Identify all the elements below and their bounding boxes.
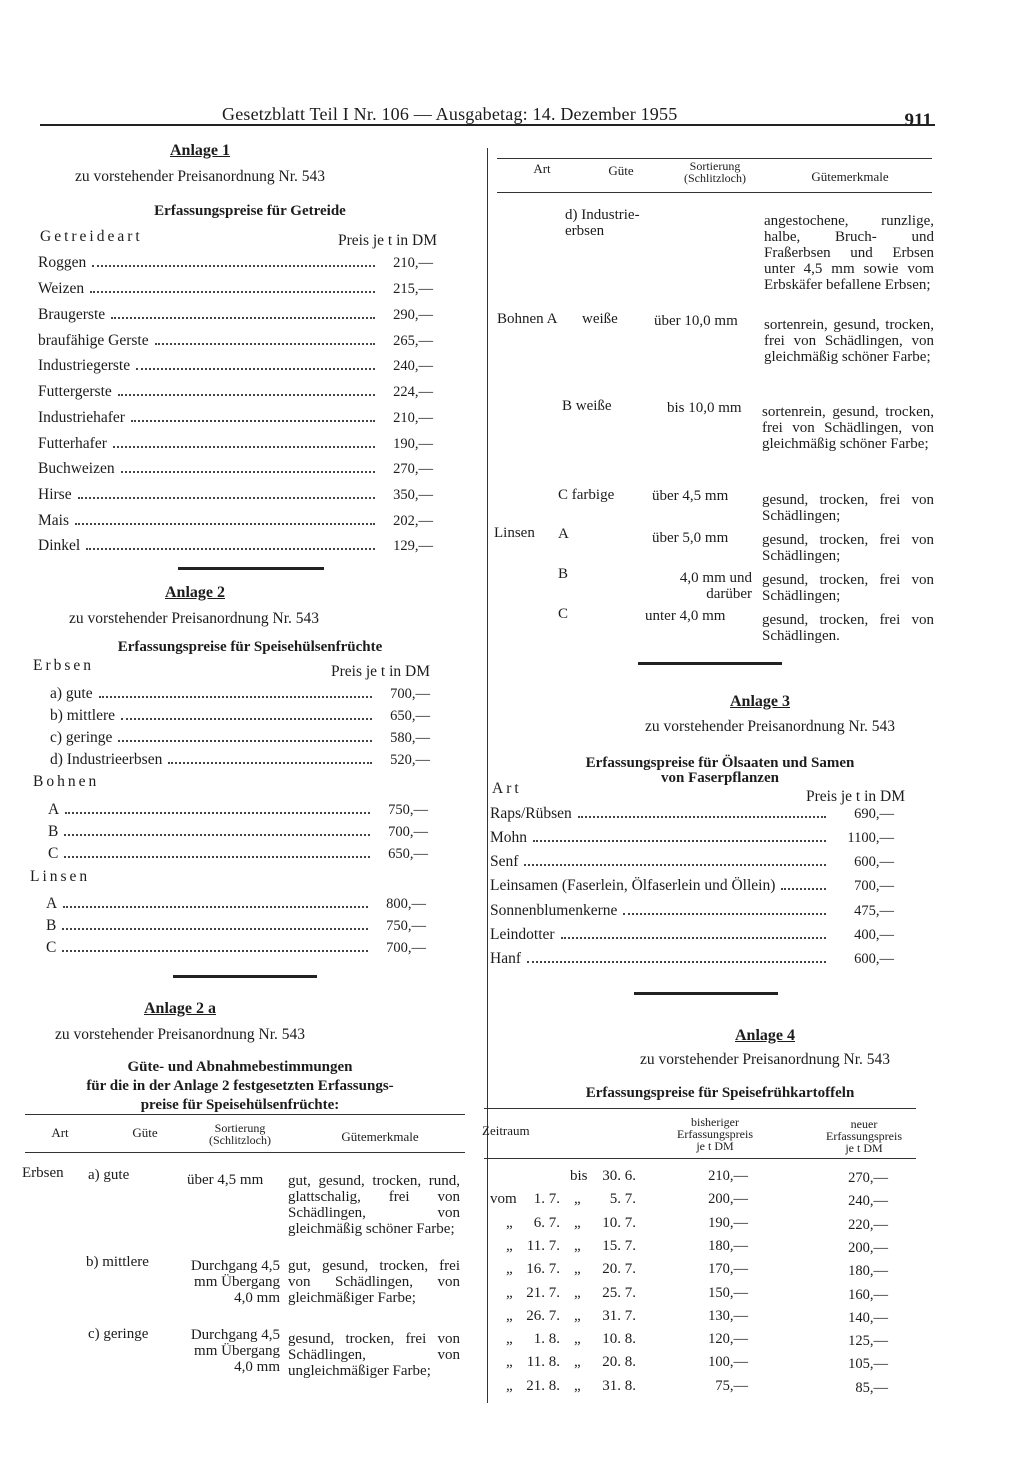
dot-leader — [168, 762, 372, 764]
a4-new-price: 105,— — [848, 1356, 888, 1373]
a4-new-price: 180,— — [848, 1263, 888, 1280]
getreide-row-price: 210,— — [393, 255, 433, 271]
rt-row2-sort: über 10,0 mm — [654, 313, 738, 329]
anlage3-col-right: Preis je t in DM — [806, 788, 906, 805]
speisehuelsen-row — [50, 725, 430, 747]
col-sortierung-header-1: Sortierung — [214, 1121, 266, 1135]
a4-new-price: 220,— — [848, 1216, 888, 1233]
getreide-row-price: 224,— — [393, 384, 433, 400]
group-heading: Bohnen — [33, 773, 100, 790]
getreide-row-label: Buchweizen — [38, 460, 115, 477]
dot-leader — [90, 291, 375, 293]
rt-row5-guete: A — [558, 526, 569, 542]
a4-table-top-rule — [484, 1108, 916, 1109]
a4-to-date: 5. 7. — [609, 1191, 636, 1208]
dot-leader — [118, 394, 375, 396]
rt-row1-merkmale: angestochene, runzlige, halbe, Bruch- und Fraßerbsen und Erbsen unter 4,5 mm sowie vom Erbskäfer befallene Erbsen; — [764, 213, 934, 293]
a4-to-prefix: „ — [574, 1307, 581, 1324]
speisehuelsen-row — [50, 681, 430, 703]
a4-old-price: 130,— — [708, 1307, 748, 1324]
a4-to-date: 20. 7. — [602, 1261, 636, 1278]
col-sortierung-header-2: (Schlitzloch) — [209, 1133, 271, 1147]
getreide-row-label: Hirse — [38, 486, 72, 503]
dot-leader — [99, 696, 372, 698]
dot-leader — [62, 928, 368, 930]
getreide-row — [38, 405, 433, 427]
a4-new-price: 240,— — [848, 1193, 888, 1210]
dot-leader — [524, 864, 826, 866]
group-heading: Linsen — [30, 868, 91, 885]
getreide-row-price: 190,— — [393, 436, 433, 452]
a4-to-date: 10. 7. — [602, 1214, 636, 1231]
rt-row7-guete: C — [558, 606, 569, 622]
speisehuelsen-row-label: C — [48, 845, 59, 862]
anlage1-col-left: Getreideart — [40, 228, 143, 245]
oelsaaten-row-label: Leinsamen (Faserlein, Ölfaserlein und Öllein) — [490, 877, 776, 894]
a4-from-date: 26. 7. — [526, 1307, 560, 1324]
rt-row5-art: Linsen — [494, 525, 535, 541]
speisehuelsen-row-price: 520,— — [390, 752, 430, 768]
speisehuelsen-row-label: d) Industrieerbsen — [50, 751, 163, 768]
dot-leader — [62, 950, 368, 952]
section-rule — [638, 662, 782, 665]
header-rule — [40, 124, 935, 126]
dot-leader — [623, 913, 826, 915]
speisehuelsen-row-label: A — [46, 895, 58, 912]
getreide-row-label: Weizen — [38, 280, 85, 297]
a4-to-date: 10. 8. — [602, 1331, 636, 1348]
speisehuelsen-row-price: 650,— — [390, 708, 430, 724]
dot-leader — [86, 548, 375, 550]
getreide-row-label: Futterhafer — [38, 435, 107, 452]
rcol-art-header: Art — [533, 161, 551, 176]
a4-to-date: 20. 8. — [602, 1354, 636, 1371]
rt-row1-guete: d) Industrie-erbsen — [565, 207, 640, 239]
a4-from-prefix: „ — [506, 1331, 513, 1348]
rcol-merkmale-header: Gütemerkmale — [811, 169, 889, 184]
a4-from-date: 11. 7. — [526, 1237, 560, 1254]
a4-to-prefix: „ — [574, 1191, 581, 1208]
getreide-row-price: 290,— — [393, 307, 433, 323]
oelsaaten-row — [490, 801, 894, 823]
a4-to-prefix: „ — [574, 1354, 581, 1371]
oelsaaten-row — [490, 825, 894, 847]
a4-to-prefix: „ — [574, 1261, 581, 1278]
a2a-row2-guete: b) mittlere — [86, 1254, 149, 1270]
a4-to-prefix: „ — [574, 1331, 581, 1348]
speisehuelsen-row-price: 700,— — [388, 824, 428, 840]
a4-old-price: 170,— — [708, 1261, 748, 1278]
a2a-row1-art: Erbsen — [22, 1165, 64, 1181]
speisehuelsen-row-price: 750,— — [386, 918, 426, 934]
getreide-row — [38, 456, 433, 478]
anlage2a-subtitle: zu vorstehender Preisanordnung Nr. 543 — [54, 1026, 306, 1043]
a4-new-price: 200,— — [848, 1239, 888, 1256]
speisehuelsen-row-price: 650,— — [388, 846, 428, 862]
getreide-row-label: braufähige Gerste — [38, 332, 149, 349]
oelsaaten-row-price: 400,— — [854, 927, 894, 943]
getreide-row-label: Dinkel — [38, 537, 81, 554]
a4-from-date: 16. 7. — [526, 1261, 560, 1278]
a4-from-date: 21. 7. — [526, 1284, 560, 1301]
a4-new-price: 85,— — [855, 1379, 888, 1396]
getreide-row-price: 129,— — [393, 538, 433, 554]
a2a-row2-merkmale: gut, gesund, trocken, frei von Schädlingen, von gleichmäßiger Farbe; — [288, 1258, 460, 1306]
speisehuelsen-row-label: B — [48, 823, 59, 840]
a4-from-prefix: „ — [506, 1261, 513, 1278]
rt-row3-merkmale: sortenrein, gesund, trocken, frei von Schädlingen, von gleichmäßig schöner Farbe; — [762, 404, 934, 452]
a4-to-prefix: „ — [574, 1237, 581, 1254]
a4-to-prefix: bis — [570, 1168, 588, 1184]
rt-row3-guete: B weiße — [562, 398, 612, 414]
getreide-row-price: 265,— — [393, 333, 433, 349]
dot-leader — [131, 420, 375, 422]
getreide-row — [38, 508, 433, 530]
a4-old-price: 120,— — [708, 1331, 748, 1348]
a2a-row3-guete: c) geringe — [88, 1326, 149, 1342]
page-number: 911 — [904, 110, 932, 131]
a4-from-date: 1. 7. — [533, 1191, 560, 1208]
getreide-row-price: 215,— — [393, 281, 433, 297]
header-title: Gesetzblatt Teil I Nr. 106 — Ausgabetag: 14. Dezember 1955 — [222, 104, 678, 124]
oelsaaten-row-price: 1100,— — [847, 830, 894, 846]
getreide-row — [38, 533, 433, 555]
rt-row6-guete: B — [558, 566, 569, 582]
getreide-row-price: 202,— — [393, 513, 433, 529]
a4-col-neuer-1: neuer — [850, 1117, 878, 1131]
getreide-row — [38, 482, 433, 504]
a4-old-price: 200,— — [708, 1191, 748, 1208]
anlage2a-heading-3: preise für Speisehülsenfrüchte: — [140, 1097, 340, 1113]
oelsaaten-row-price: 690,— — [854, 806, 894, 822]
a4-col-zeitraum: Zeitraum — [482, 1123, 530, 1138]
a4-old-price: 190,— — [708, 1214, 748, 1231]
getreide-row-label: Roggen — [38, 254, 87, 271]
dot-leader — [136, 368, 375, 370]
dot-leader — [92, 265, 375, 267]
oelsaaten-row-label: Leindotter — [490, 926, 555, 943]
anlage4-title: Anlage 4 — [735, 1027, 795, 1044]
getreide-row — [38, 250, 433, 272]
anlage1-title: Anlage 1 — [170, 142, 230, 159]
dot-leader — [111, 317, 375, 319]
anlage3-heading-2: von Faserpflanzen — [661, 770, 779, 786]
oelsaaten-row-price: 475,— — [854, 903, 894, 919]
speisehuelsen-row-label: A — [48, 801, 60, 818]
speisehuelsen-row — [46, 913, 426, 935]
anlage2-heading: Erfassungspreise für Speisehülsenfrüchte — [117, 639, 383, 655]
anlage3-subtitle: zu vorstehender Preisanordnung Nr. 543 — [644, 718, 896, 735]
rt-row4-guete: C farbige — [558, 487, 615, 503]
a4-from-date: 21. 8. — [526, 1377, 560, 1394]
speisehuelsen-row-label: c) geringe — [50, 729, 113, 746]
speisehuelsen-row — [46, 935, 426, 957]
section-rule — [634, 992, 778, 995]
oelsaaten-row-price: 600,— — [854, 854, 894, 870]
speisehuelsen-row-label: a) gute — [50, 685, 93, 702]
a2a-row1-merkmale: gut, gesund, trocken, rund, glattschalig, frei von Schädlingen, von gleichmäßig schöner Farbe; — [288, 1173, 460, 1237]
speisehuelsen-row — [50, 747, 430, 769]
a4-from-prefix: „ — [506, 1284, 513, 1301]
speisehuelsen-row-label: B — [46, 917, 57, 934]
anlage3-col-left: Art — [492, 780, 522, 797]
table-header-rule — [25, 1152, 465, 1153]
a4-new-price: 140,— — [848, 1309, 888, 1326]
speisehuelsen-row — [50, 703, 430, 725]
a4-from-prefix: „ — [506, 1214, 513, 1231]
a2a-row3-sort: Durchgang 4,5 mm Übergang 4,0 mm — [190, 1327, 280, 1375]
dot-leader — [155, 343, 375, 345]
anlage3-heading-1: Erfassungspreise für Ölsaaten und Samen — [585, 755, 855, 771]
a4-from-prefix: vom — [490, 1191, 517, 1208]
dot-leader — [118, 740, 372, 742]
a4-col-neuer-3: je t DM — [845, 1141, 883, 1155]
dot-leader — [75, 523, 375, 525]
table-top-rule — [25, 1114, 465, 1115]
dot-leader — [64, 834, 370, 836]
oelsaaten-row — [490, 849, 894, 871]
dot-leader — [121, 471, 375, 473]
getreide-row — [38, 302, 433, 324]
a4-old-price: 100,— — [708, 1354, 748, 1371]
anlage2-col-right: Preis je t in DM — [331, 663, 431, 680]
speisehuelsen-row-price: 750,— — [388, 802, 428, 818]
a4-from-prefix: „ — [506, 1377, 513, 1394]
a4-to-date: 31. 8. — [602, 1377, 636, 1394]
oelsaaten-row-label: Senf — [490, 853, 519, 870]
dot-leader — [113, 446, 375, 448]
a4-to-prefix: „ — [574, 1284, 581, 1301]
oelsaaten-row-label: Hanf — [490, 950, 521, 967]
dot-leader — [578, 816, 826, 818]
getreide-row-price: 270,— — [393, 461, 433, 477]
getreide-row-label: Futtergerste — [38, 383, 112, 400]
oelsaaten-row — [490, 873, 894, 895]
anlage4-subtitle: zu vorstehender Preisanordnung Nr. 543 — [639, 1051, 891, 1068]
getreide-row-label: Industriehafer — [38, 409, 125, 426]
getreide-row-price: 350,— — [393, 487, 433, 503]
a4-col-neuer-2: Erfassungspreis — [826, 1129, 902, 1143]
col-art-header: Art — [51, 1125, 69, 1140]
anlage2-subtitle: zu vorstehender Preisanordnung Nr. 543 — [68, 610, 320, 627]
dot-leader — [561, 937, 826, 939]
a4-col-bisheriger-3: je t DM — [696, 1139, 734, 1153]
getreide-row — [38, 276, 433, 298]
anlage2a-heading-1: Güte- und Abnahmebestimmungen — [127, 1059, 353, 1075]
getreide-row — [38, 328, 433, 350]
dot-leader — [781, 888, 826, 890]
dot-leader — [533, 840, 826, 842]
a4-to-prefix: „ — [574, 1214, 581, 1231]
oelsaaten-row-price: 700,— — [854, 878, 894, 894]
a2a-row2-sort: Durchgang 4,5 mm Übergang 4,0 mm — [190, 1258, 280, 1306]
col-merkmale-header: Gütemerkmale — [341, 1129, 419, 1144]
dot-leader — [63, 906, 368, 908]
a4-from-date: 11. 8. — [526, 1354, 560, 1371]
rt-row7-merkmale: gesund, trocken, frei von Schädlingen. — [762, 612, 934, 644]
section-rule — [178, 567, 324, 570]
speisehuelsen-row-label: b) mittlere — [50, 707, 115, 724]
anlage1-heading: Erfassungspreise für Getreide — [154, 203, 346, 219]
column-divider — [487, 148, 488, 1403]
rt-row2-art: Bohnen A — [497, 311, 558, 327]
rt-row5-sort: über 5,0 mm — [652, 530, 729, 546]
a2a-row1-sort: über 4,5 mm — [187, 1172, 264, 1188]
getreide-row-label: Braugerste — [38, 306, 106, 323]
getreide-row-label: Mais — [38, 512, 69, 529]
a4-old-price: 75,— — [715, 1377, 748, 1394]
rt-row4-merkmale: gesund, trocken, frei von Schädlingen; — [762, 492, 934, 524]
speisehuelsen-row-label: C — [46, 939, 57, 956]
anlage2a-heading-2: für die in der Anlage 2 festgesetzten Erfassungs- — [86, 1078, 394, 1094]
a4-new-price: 270,— — [848, 1170, 888, 1186]
group-heading: Erbsen — [33, 657, 95, 674]
a4-col-bisheriger-1: bisheriger — [691, 1115, 739, 1129]
a4-col-bisheriger-2: Erfassungspreis — [677, 1127, 753, 1141]
anlage4-heading: Erfassungspreise für Speisefrühkartoffeln — [585, 1085, 855, 1101]
speisehuelsen-row-price: 580,— — [390, 730, 430, 746]
a4-new-price: 125,— — [848, 1333, 888, 1350]
speisehuelsen-row — [46, 891, 426, 913]
getreide-row — [38, 431, 433, 453]
rtable-header-rule — [497, 192, 932, 193]
a4-old-price: 210,— — [708, 1168, 748, 1184]
rt-row2-merkmale: sortenrein, gesund, trocken, frei von Schädlingen, von gleichmäßig schöner Farbe; — [764, 317, 934, 365]
oelsaaten-row — [490, 922, 894, 944]
a4-to-date: 25. 7. — [602, 1284, 636, 1301]
rt-row6-merkmale: gesund, trocken, frei von Schädlingen; — [762, 572, 934, 604]
a4-new-price: 160,— — [848, 1286, 888, 1303]
speisehuelsen-row — [48, 797, 428, 819]
anlage1-subtitle: zu vorstehender Preisanordnung Nr. 543 — [74, 168, 326, 185]
speisehuelsen-row-price: 700,— — [386, 940, 426, 956]
speisehuelsen-row — [48, 841, 428, 863]
a4-from-date: 6. 7. — [533, 1214, 560, 1231]
a4-from-date: 1. 8. — [533, 1331, 560, 1348]
oelsaaten-row-label: Raps/Rübsen — [490, 805, 572, 822]
rt-row7-sort: unter 4,0 mm — [645, 608, 726, 624]
getreide-row-label: Industriegerste — [38, 357, 131, 374]
oelsaaten-row — [490, 946, 894, 968]
oelsaaten-row-price: 600,— — [854, 951, 894, 967]
dot-leader — [527, 961, 826, 963]
a4-table-header-rule — [484, 1158, 916, 1159]
a2a-row3-merkmale: gesund, trocken, frei von Schädlingen, von ungleichmäßiger Farbe; — [288, 1331, 460, 1379]
anlage1-col-right: Preis je t in DM — [338, 232, 438, 249]
rcol-guete-header: Güte — [608, 163, 634, 178]
dot-leader — [121, 718, 372, 720]
getreide-row-price: 210,— — [393, 410, 433, 426]
a4-to-date: 30. 6. — [602, 1168, 636, 1184]
a2a-row1-guete: a) gute — [88, 1167, 130, 1183]
rt-row3-sort: bis 10,0 mm — [667, 400, 742, 416]
col-guete-header: Güte — [132, 1125, 158, 1140]
section-rule — [173, 975, 317, 978]
a4-from-prefix: „ — [506, 1307, 513, 1324]
anlage2a-title: Anlage 2 a — [144, 1000, 216, 1017]
a4-to-date: 31. 7. — [602, 1307, 636, 1324]
rt-row2-guete: weiße — [582, 311, 618, 327]
rt-row4-sort: über 4,5 mm — [652, 488, 729, 504]
speisehuelsen-row-price: 700,— — [390, 686, 430, 702]
speisehuelsen-row — [48, 819, 428, 841]
getreide-row-price: 240,— — [393, 358, 433, 374]
rcol-sortierung-header-2: (Schlitzloch) — [684, 171, 746, 185]
speisehuelsen-row-price: 800,— — [386, 896, 426, 912]
getreide-row — [38, 379, 433, 401]
getreide-row — [38, 353, 433, 375]
oelsaaten-row-label: Sonnenblumenkerne — [490, 902, 618, 919]
oelsaaten-row — [490, 898, 894, 920]
a4-to-prefix: „ — [574, 1377, 581, 1394]
anlage2-title: Anlage 2 — [165, 584, 225, 601]
rt-row5-merkmale: gesund, trocken, frei von Schädlingen; — [762, 532, 934, 564]
rcol-sortierung-header-1: Sortierung — [689, 159, 741, 173]
dot-leader — [64, 856, 370, 858]
rt-row6-sort: 4,0 mm und darüber — [679, 570, 752, 602]
oelsaaten-row-label: Mohn — [490, 829, 528, 846]
a4-from-prefix: „ — [506, 1354, 513, 1371]
a4-old-price: 180,— — [708, 1237, 748, 1254]
anlage3-title: Anlage 3 — [730, 693, 790, 710]
a4-to-date: 15. 7. — [602, 1237, 636, 1254]
a4-old-price: 150,— — [708, 1284, 748, 1301]
a4-from-prefix: „ — [506, 1237, 513, 1254]
dot-leader — [65, 812, 370, 814]
dot-leader — [78, 497, 375, 499]
